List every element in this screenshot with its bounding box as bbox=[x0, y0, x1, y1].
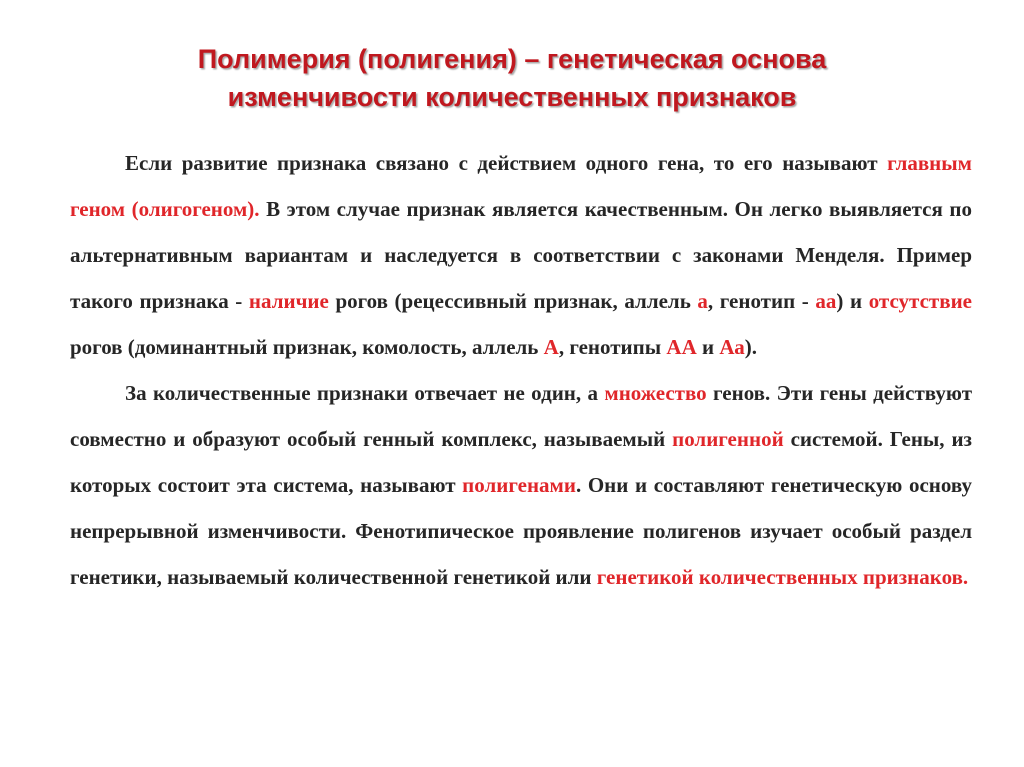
highlighted-term: полигенами bbox=[462, 473, 576, 497]
text-run: За количественные признаки отвечает не один, а bbox=[125, 381, 605, 405]
text-run: системой. Гены, из которых состоит эта система, называют bbox=[70, 427, 972, 497]
paragraph-polygene bbox=[70, 370, 972, 600]
paragraph-oligogene bbox=[70, 140, 972, 370]
highlighted-term: генетикой количественных признаков. bbox=[596, 565, 969, 589]
text-run: . Они и составляют генетическую основу непрерывной изменчивости. Фенотипическое проявление полигенов изучает особый раздел генетики, называемый количественной генетикой или bbox=[70, 473, 972, 589]
highlighted-term: аа bbox=[815, 289, 837, 313]
highlighted-term: А bbox=[543, 335, 559, 359]
text-run: ) и bbox=[836, 289, 869, 313]
highlighted-term: главным геном (олигогеном). bbox=[70, 151, 972, 221]
text-run: , генотипы bbox=[558, 335, 667, 359]
highlighted-term: Аа bbox=[719, 335, 745, 359]
highlighted-term: а bbox=[697, 289, 708, 313]
highlighted-term: наличие bbox=[248, 289, 329, 313]
text-run: ). bbox=[744, 335, 758, 359]
highlighted-term: множество bbox=[604, 381, 707, 405]
highlighted-term: отсутствие bbox=[868, 289, 972, 313]
title-line-2: изменчивости количественных признаков bbox=[227, 82, 797, 112]
text-run: , генотип - bbox=[707, 289, 816, 313]
text-run: рогов (доминантный признак, комолость, аллель bbox=[70, 335, 544, 359]
highlighted-term: АА bbox=[666, 335, 697, 359]
text-run: Если развитие признака связано с действием одного гена, то его называют bbox=[125, 151, 888, 175]
text-run: В этом случае признак является качественным. Он легко выявляется по альтернативным вариантам и наследуется в соответствии с законами Менделя. Пример такого признака - bbox=[70, 197, 972, 313]
slide-body bbox=[70, 140, 972, 600]
text-run: генов. Эти гены действуют совместно и образуют особый генный комплекс, называемый bbox=[70, 381, 973, 451]
slide-title bbox=[110, 40, 914, 116]
title-line-1: Полимерия (полигения) – генетическая основа bbox=[197, 44, 827, 74]
highlighted-term: полигенной bbox=[672, 427, 784, 451]
text-run: рогов (рецессивный признак, аллель bbox=[328, 289, 698, 313]
text-run: и bbox=[696, 335, 720, 359]
